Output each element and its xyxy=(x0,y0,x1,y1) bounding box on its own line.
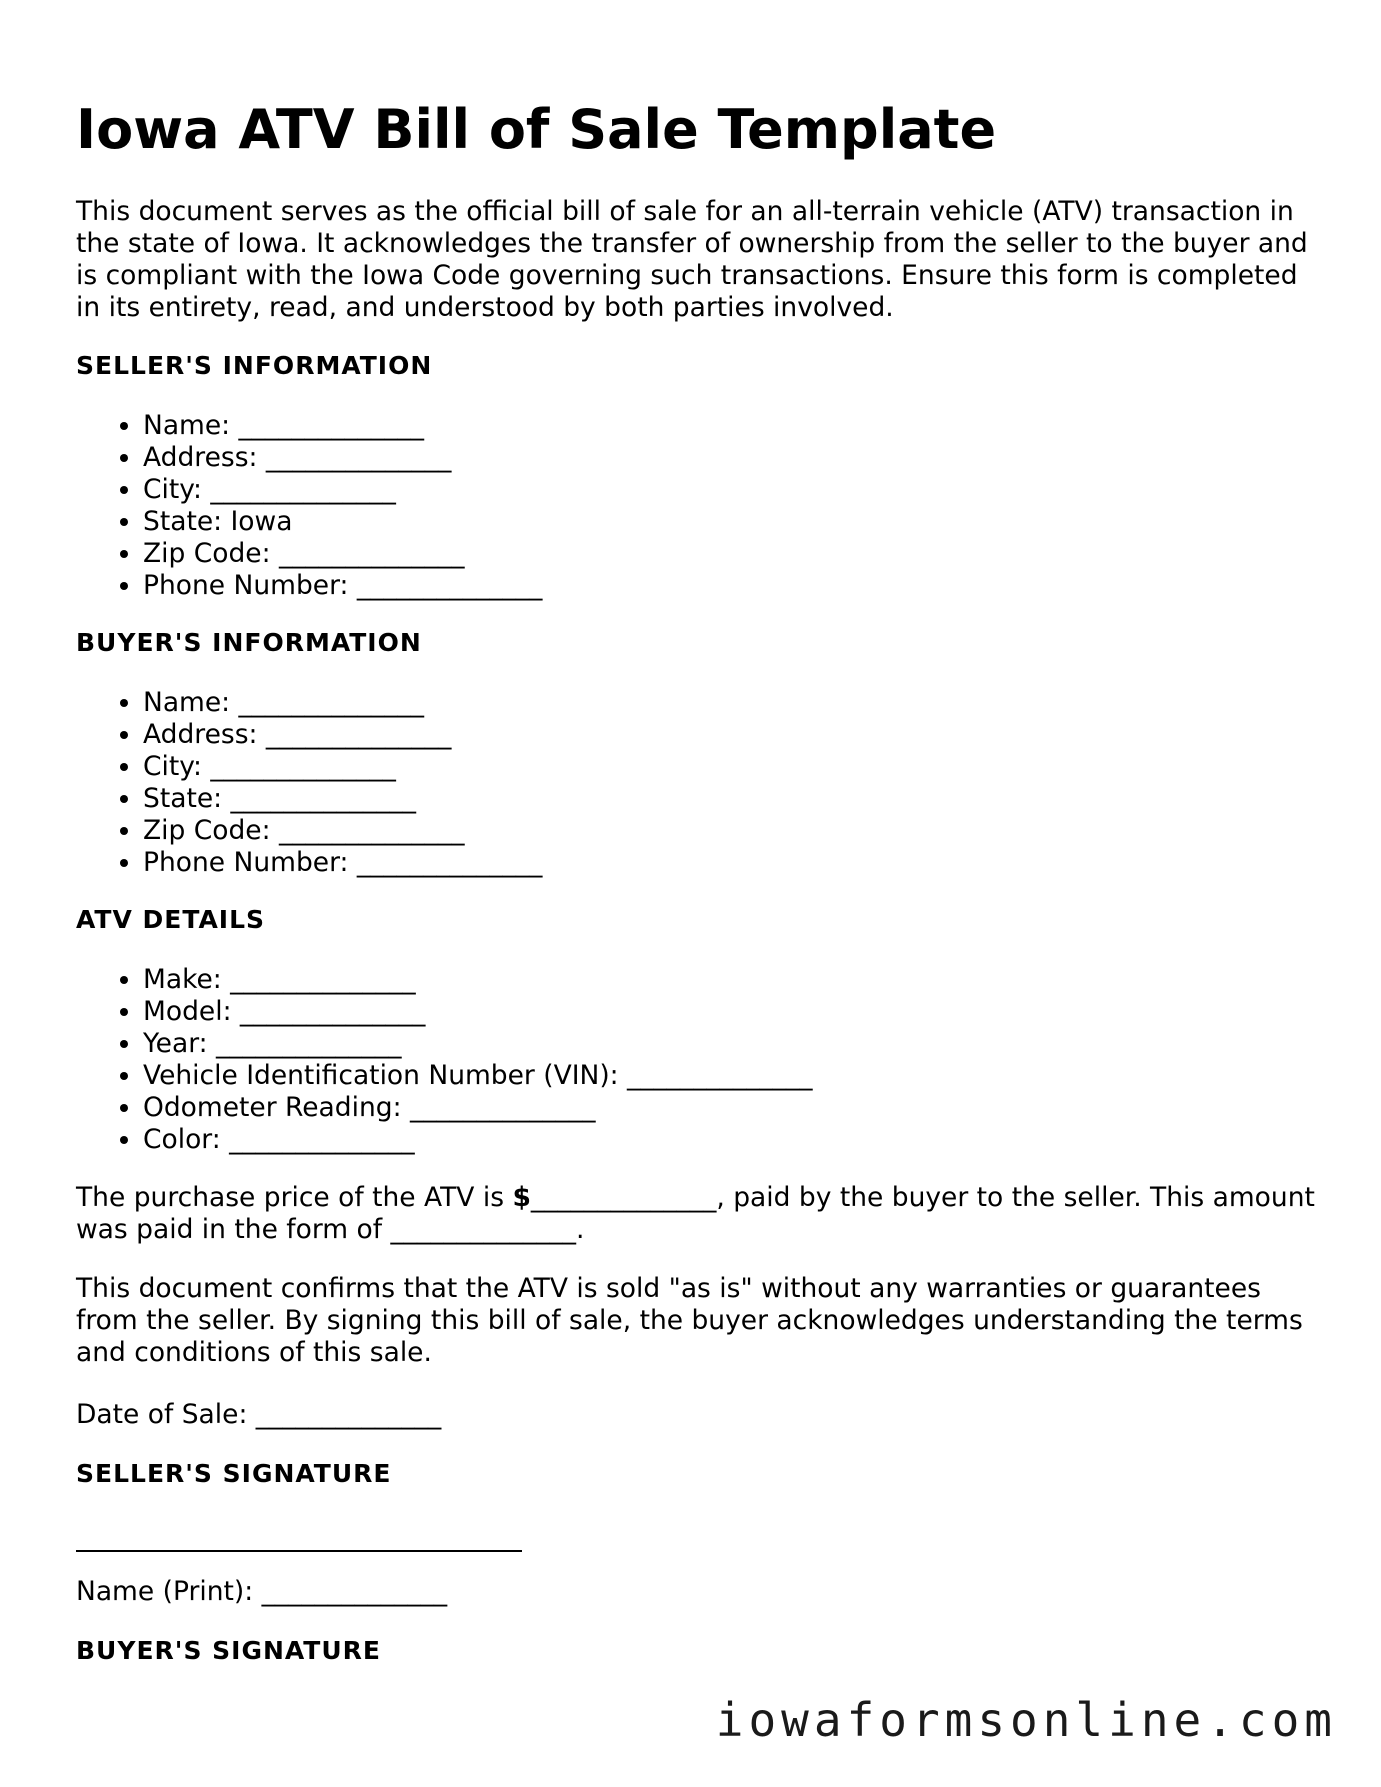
buyer-state-field: • State: ______________ xyxy=(143,783,542,815)
atv-model-field: • Model: ______________ xyxy=(143,996,813,1028)
buyer-signature-heading: BUYER'S SIGNATURE xyxy=(76,1636,381,1665)
atv-vin-field: • Vehicle Identification Number (VIN): ______________ xyxy=(143,1060,813,1092)
atv-details-list xyxy=(76,964,813,1156)
buyer-address-field: • Address: ______________ xyxy=(143,719,542,751)
as-is-paragraph: This document confirms that the ATV is sold "as is" without any warranties or guarantees from the seller. By signing this bill of sale, the buyer acknowledges understanding the terms and conditions of this sale. xyxy=(76,1273,1303,1368)
purchase-price-paragraph xyxy=(76,1182,1316,1246)
buyer-info-heading: BUYER'S INFORMATION xyxy=(76,628,422,657)
atv-year-field: • Year: ______________ xyxy=(143,1028,813,1060)
atv-color-field: • Color: ______________ xyxy=(143,1124,813,1156)
seller-state-field: • State: Iowa xyxy=(143,506,542,538)
date-of-sale-field: Date of Sale: ______________ xyxy=(76,1399,442,1430)
seller-name-print-field: Name (Print): ______________ xyxy=(76,1576,448,1607)
page-title: Iowa ATV Bill of Sale Template xyxy=(76,98,997,161)
seller-zip-field: • Zip Code: ______________ xyxy=(143,538,542,570)
seller-info-list xyxy=(76,410,542,602)
buyer-zip-field: • Zip Code: ______________ xyxy=(143,815,542,847)
site-watermark: iowaformsonline.com xyxy=(715,1693,1337,1747)
buyer-name-field: • Name: ______________ xyxy=(143,687,542,719)
atv-make-field: • Make: ______________ xyxy=(143,964,813,996)
seller-city-field: • City: ______________ xyxy=(143,474,542,506)
seller-info-heading: SELLER'S INFORMATION xyxy=(76,351,433,380)
seller-signature-line xyxy=(76,1550,522,1552)
intro-paragraph: This document serves as the official bill of sale for an all-terrain vehicle (ATV) transaction in the state of Iowa. It acknowledges the transfer of ownership from the seller to the buyer and is compliant with the Iowa Code governing such transactions. Ensure this form is completed in its entirety, read, and understood by both parties involved. xyxy=(76,196,1308,323)
seller-name-field: • Name: ______________ xyxy=(143,410,542,442)
seller-address-field: • Address: ______________ xyxy=(143,442,542,474)
atv-odometer-field: • Odometer Reading: ______________ xyxy=(143,1092,813,1124)
buyer-phone-field: • Phone Number: ______________ xyxy=(143,847,542,879)
seller-phone-field: • Phone Number: ______________ xyxy=(143,570,542,602)
dollar-sign: $ xyxy=(512,1182,531,1213)
buyer-city-field: • City: ______________ xyxy=(143,751,542,783)
price-prefix: The purchase price of the ATV is xyxy=(76,1182,513,1213)
buyer-info-list xyxy=(76,687,542,879)
price-suffix: ______________, paid by the buyer to the seller. This amount was paid in the form of ______________. xyxy=(76,1182,1315,1245)
seller-signature-heading: SELLER'S SIGNATURE xyxy=(76,1459,392,1488)
atv-details-heading: ATV DETAILS xyxy=(76,905,266,934)
